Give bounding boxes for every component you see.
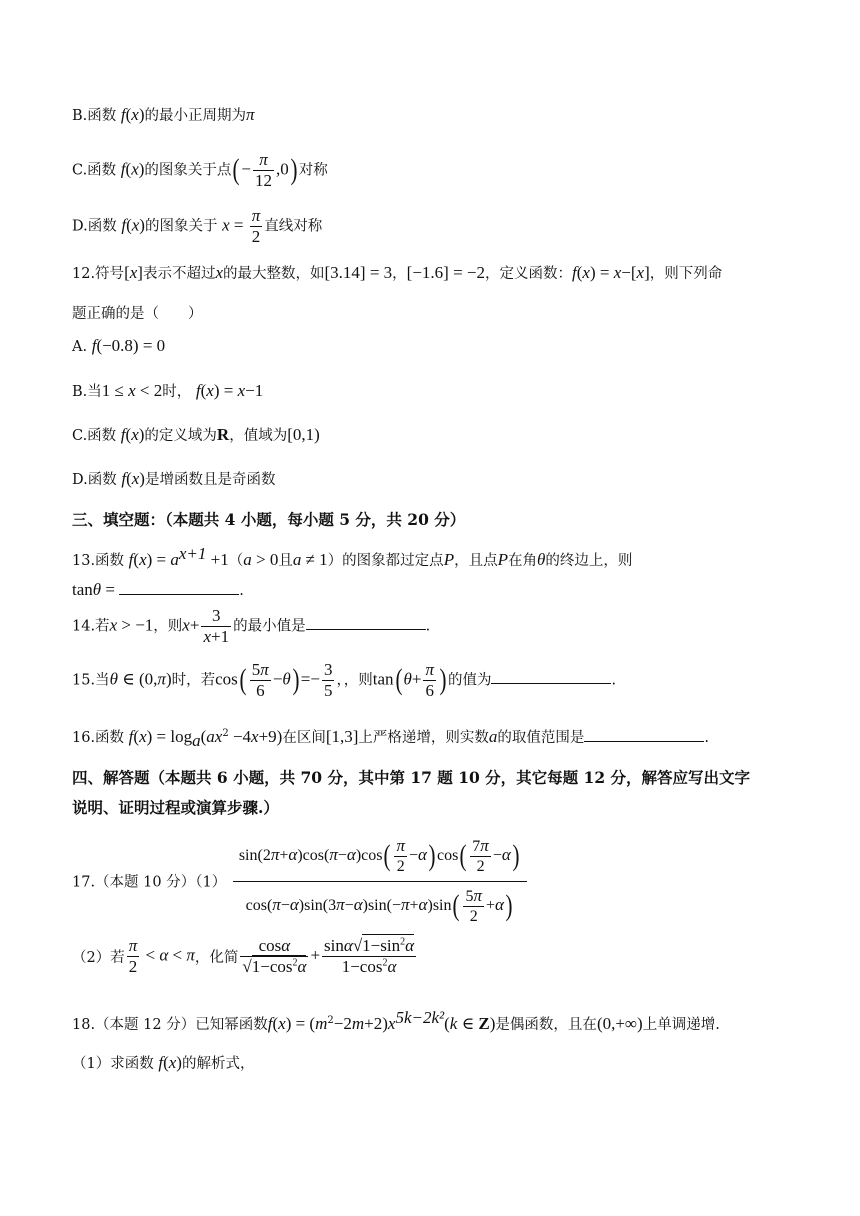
option-11d: D.函数 f(x)的图象关于 x = $\frac{\pi}{2}$ 直线对称 — [72, 206, 323, 246]
question-17-part2: （2）若 $\frac{\pi}{2}$ < α < π，化简 $\frac{\cos\alpha}{√1-\cos^2\alpha}$ + $\frac{\sin\alpha√1-\sin^2\alpha}{1-\cos^2\alpha}$ — [72, 936, 415, 976]
option-12c: C.函数 f(x)的定义域为R，值域为[0,1) — [72, 425, 320, 444]
question-15: 15.当θ ∈ (0,π)时，若cos( $\frac{5\pi}{6}$ −θ)=− $\frac{3}{5}$ ，，则tan(θ+ $\frac{\pi}{6}$ ) 的值为 . — [72, 660, 617, 700]
question-16: 16.函数 $f(x) = \log_a(ax^2 -4x+9)$在区间[1,3]上严格递增，则实数a的取值范围是 . — [72, 727, 710, 750]
question-12: 12.符号[x]表示不超过x的最大整数，如[3.14] = 3，[−1.6] = −2，定义函数：f(x) = x−[x]，则下列命 — [72, 263, 723, 282]
option-12b: B.当1 ≤ x < 2时， f(x) = x−1 — [72, 381, 264, 400]
question-14: 14.若x > −1，则x+ $\frac{3}{x+1}$ 的最小值是 . — [72, 606, 431, 646]
option-11c: C.函数 f(x)的图象关于点(− $\frac{\pi}{12}$ ,0) 对称 — [72, 150, 328, 190]
question-18: 18.（本题 12 分）已知幂函数$f(x) = (m^2-2m+2)x^{5k-2k^2}(k$ ∈ Z)是偶函数，且在(0,+∞)上单调递增. — [72, 1008, 720, 1033]
question-17-part1: 17.（本题 10 分）（1） sin(2π+α)cos(π−α)cos( $\frac{\pi}{2}$ −α)cos( $\frac{7\pi}{2}$ −α) cos(π−α)sin(3π−α)sin(−π+α)sin( $\frac{5\pi}{2}$ +α) — [72, 832, 529, 930]
option-11b: B.函数 f(x)的最小正周期为π — [72, 105, 255, 124]
answer-blank[interactable] — [306, 629, 426, 630]
question-13-line2: tanθ = . — [72, 580, 244, 599]
answer-blank[interactable] — [584, 741, 704, 742]
section-3-title: 三、填空题：（本题共 4 小题，每小题 5 分，共 20 分） — [72, 510, 466, 529]
section-4-title: 四、解答题（本题共 6 小题，共 70 分，其中第 17 题 10 分，其它每题 12 分，解答应写出文字 — [72, 768, 751, 787]
option-12a: A. f(−0.8) = 0 — [72, 336, 166, 355]
question-13: 13.函数 $f(x) = a^{x+1} +1(a > 0$且a ≠ 1）的图象都过定点P，且点P在角θ的终边上，则 — [72, 544, 633, 569]
answer-blank[interactable] — [119, 594, 239, 595]
answer-blank[interactable] — [491, 683, 611, 684]
question-18-part1: （1）求函数 f(x)的解析式， — [72, 1053, 255, 1072]
option-12d: D.函数 f(x)是增函数且是奇函数 — [72, 469, 276, 488]
section-4-title-line2: 说明、证明过程或演算步骤.） — [72, 798, 279, 817]
question-12-line2: 题正确的是（ ） — [72, 306, 203, 322]
